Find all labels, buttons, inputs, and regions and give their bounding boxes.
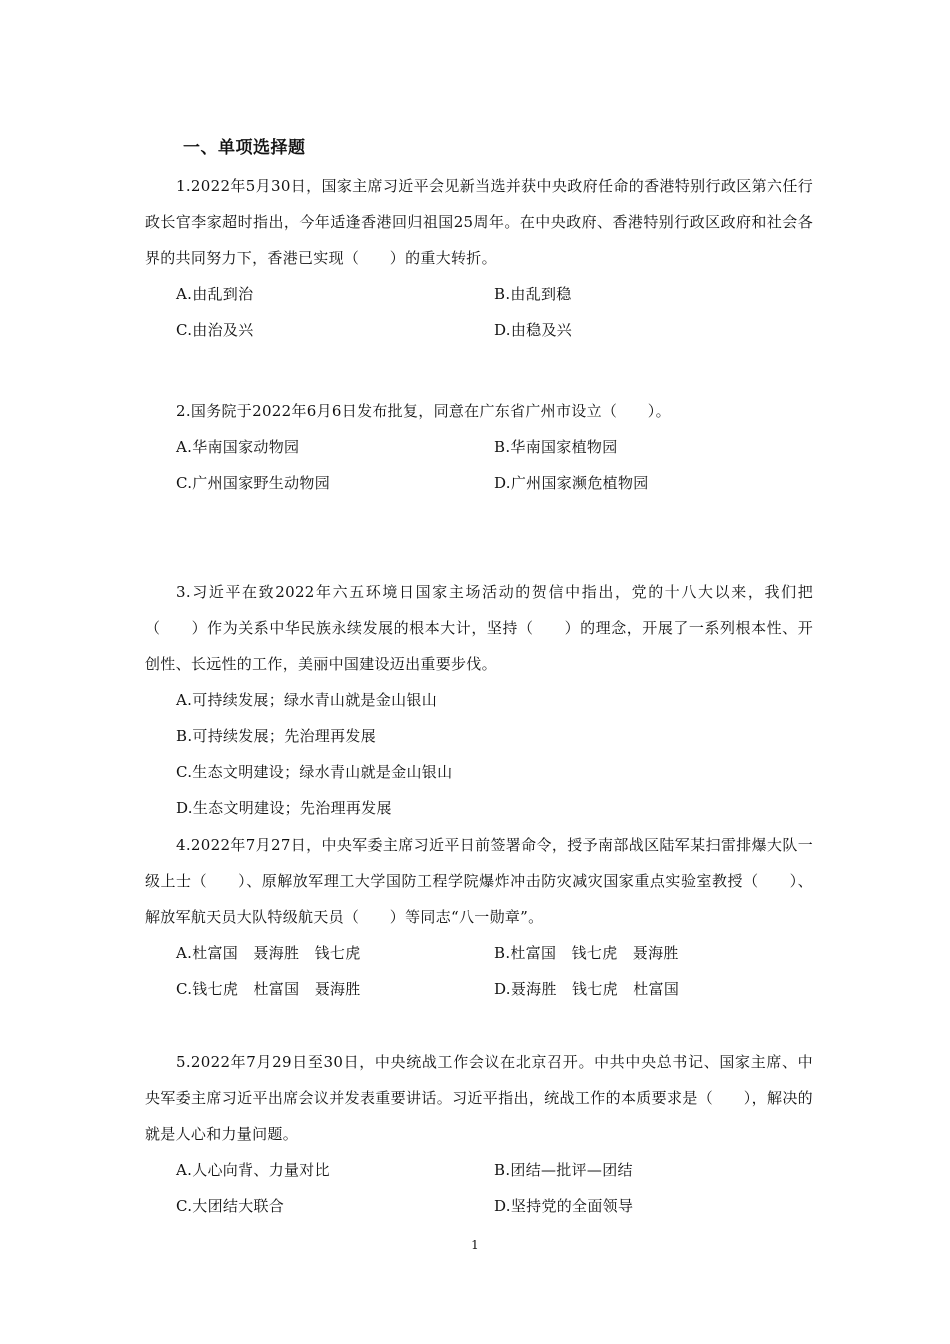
section-title: 一、单项选择题	[183, 138, 306, 158]
option-a: A.可持续发展；绿水青山就是金山银山	[176, 691, 438, 709]
option-a: A.华南国家动物园	[176, 438, 300, 456]
option-a: A.杜富国 聂海胜 钱七虎	[176, 944, 361, 962]
page-number: 1	[471, 1238, 479, 1252]
option-c: C.钱七虎 杜富国 聂海胜	[176, 980, 361, 998]
option-d: D.生态文明建设；先治理再发展	[176, 799, 392, 817]
question-1	[145, 168, 813, 339]
question-3	[145, 574, 813, 817]
question-stem: 1.2022年5月30日，国家主席习近平会见新当选并获中央政府任命的香港特别行政区第六任行政长官李家超时指出，今年适逢香港回归祖国25周年。在中央政府、香港特别行政区政府和社会各界的共同努力下，香港已实现（ ）的重大转折。	[145, 177, 813, 267]
option-c: C.生态文明建设；绿水青山就是金山银山	[176, 763, 453, 781]
option-a: A.由乱到治	[176, 285, 254, 303]
question-stem: 4.2022年7月27日，中央军委主席习近平日前签署命令，授予南部战区陆军某扫雷排爆大队一级上士（ ）、原解放军理工大学国防工程学院爆炸冲击防灾减灾国家重点实验室教授（ ）、解放军航天员大队特级航天员（ ）等同志“八一勋章”。	[145, 836, 813, 926]
option-d: D.坚持党的全面领导	[494, 1197, 634, 1215]
option-c: C.广州国家野生动物园	[176, 474, 331, 492]
question-2	[145, 393, 813, 492]
question-stem: 3.习近平在致2022年六五环境日国家主场活动的贺信中指出，党的十八大以来，我们把（ ）作为关系中华民族永续发展的根本大计，坚持（ ）的理念，开展了一系列根本性、开创性、长远性的工作，美丽中国建设迈出重要步伐。	[145, 583, 813, 673]
option-a: A.人心向背、力量对比	[176, 1161, 330, 1179]
question-4	[145, 827, 813, 998]
question-stem: 5.2022年7月29日至30日，中央统战工作会议在北京召开。中共中央总书记、国家主席、中央军委主席习近平出席会议并发表重要讲话。习近平指出，统战工作的本质要求是（ ），解决的就是人心和力量问题。	[145, 1053, 813, 1143]
option-d: D.由稳及兴	[494, 321, 573, 339]
option-c: C.大团结大联合	[176, 1197, 285, 1215]
option-b: B.团结—批评—团结	[494, 1161, 633, 1179]
option-b: B.由乱到稳	[494, 285, 572, 303]
option-d: D.广州国家濒危植物园	[494, 474, 649, 492]
option-b: B.杜富国 钱七虎 聂海胜	[494, 944, 679, 962]
option-c: C.由治及兴	[176, 321, 254, 339]
question-stem: 2.国务院于2022年6月6日发布批复，同意在广东省广州市设立（ ）。	[176, 402, 671, 420]
option-b: B.华南国家植物园	[494, 438, 618, 456]
option-d: D.聂海胜 钱七虎 杜富国	[494, 980, 680, 998]
option-b: B.可持续发展；先治理再发展	[176, 727, 376, 745]
question-5	[145, 1044, 813, 1215]
